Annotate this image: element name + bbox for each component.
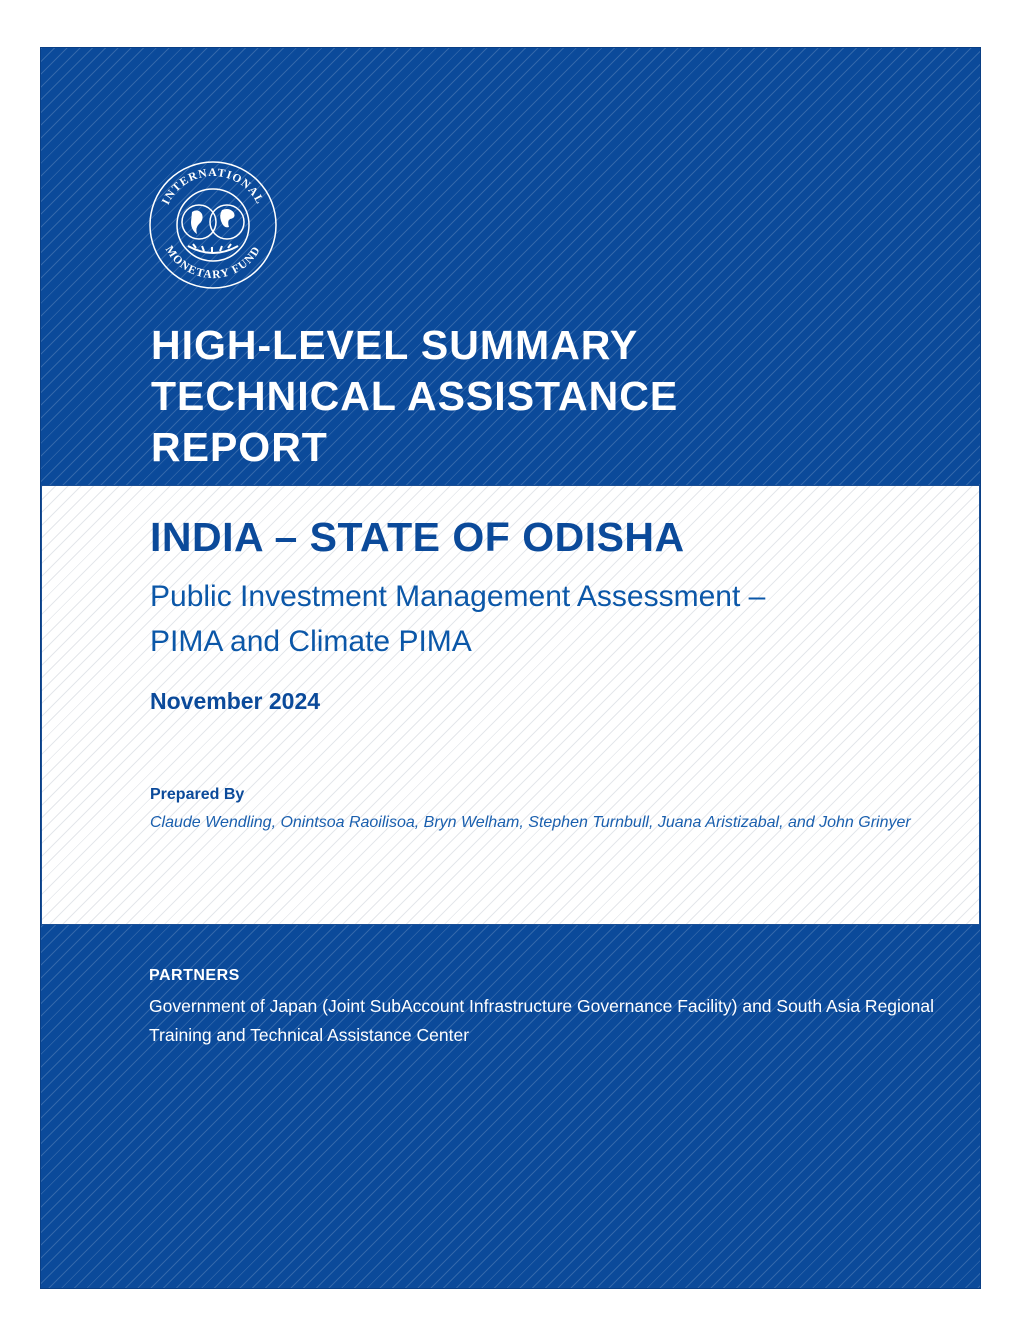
report-details-panel	[41, 485, 980, 925]
imf-seal-icon	[148, 160, 278, 290]
title-line: TECHNICAL ASSISTANCE	[151, 373, 679, 419]
svg-text:MONETARY FUND: MONETARY FUND	[162, 243, 264, 282]
title-line: REPORT	[151, 424, 328, 470]
publication-date: November 2024	[150, 688, 321, 714]
report-cover	[40, 47, 981, 1289]
subtitle-line: Public Investment Management Assessment –	[150, 580, 766, 613]
partners-text: Government of Japan (Joint SubAccount Infrastructure Governance Facility) and South Asia Regional Training and Technical Assistance Center	[149, 996, 935, 1045]
authors-list: Claude Wendling, Onintsoa Raoilisoa, Bryn Welham, Stephen Turnbull, Juana Aristizabal, and John Grinyer	[150, 814, 911, 831]
subtitle-line: PIMA and Climate PIMA	[150, 625, 472, 658]
partners-label: PARTNERS	[149, 967, 240, 984]
svg-text:INTERNATIONAL: INTERNATIONAL	[160, 166, 266, 207]
report-type-title	[151, 320, 678, 473]
report-subtitle	[150, 574, 950, 664]
prepared-by-label: Prepared By	[150, 786, 245, 803]
title-line: HIGH-LEVEL SUMMARY	[151, 322, 639, 368]
country-title: INDIA – STATE OF ODISHA	[150, 514, 685, 560]
